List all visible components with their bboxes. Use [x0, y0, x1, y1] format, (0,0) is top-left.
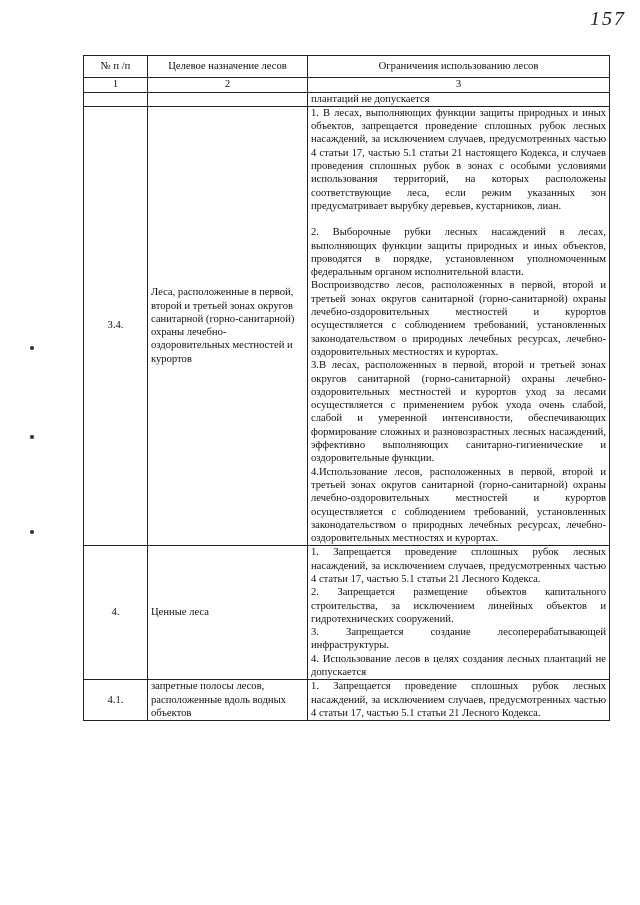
row-restrictions: [308, 106, 610, 546]
restriction-paragraph: 1. Запрещается проведение сплошных рубок лесных насаждений, за исключением случаев, предусмотренных частью 4 статьи 17, частью 5.1 статьи 21 Лесного Кодекса.: [311, 547, 606, 585]
paragraph-gap: [311, 213, 606, 226]
continuation-text: плантаций не допускается: [308, 92, 610, 106]
table-row-continuation: [84, 92, 610, 106]
column-number-row: [84, 78, 610, 92]
column-number: 1: [84, 78, 148, 92]
row-purpose: запретные полосы лесов, расположенные вдоль водных объектов: [148, 680, 308, 721]
column-number: 2: [148, 78, 308, 92]
header-purpose: Целевое назначение лесов: [148, 56, 308, 78]
restriction-paragraph: 1. В лесах, выполняющих функции защиты природных и иных объектов, запрещается проведение сплошных рубок лесных насаждений, за исключением случаев, предусмотренных частью 4 статьи 17, частью 5.1 статьи 21 настоящего Кодекса, и случаев проведения сплошных рубок в зонах с особыми условиями использования территорий, на которых расположены соответствующие леса, если режим указанных зон предусматривает вырубку деревьев, кустарников, лиан.: [311, 107, 606, 212]
table-row: [84, 546, 610, 680]
row-purpose: Ценные леса: [148, 546, 308, 680]
restriction-paragraph: 4. Использование лесов в целях создания лесных плантаций не допускается: [311, 653, 606, 679]
handwritten-page-number: 157: [590, 8, 626, 30]
row-number: 3.4.: [84, 106, 148, 546]
table-row: [84, 680, 610, 721]
margin-mark: [30, 346, 34, 350]
restriction-paragraph: 2. Выборочные рубки лесных насаждений в лесах, выполняющих функции защиты природных и иных объектов, проводятся в порядке, установленном уполномоченным федеральным органом исполнительной власти.: [311, 227, 606, 279]
row-number: 4.1.: [84, 680, 148, 721]
table-row: [84, 106, 610, 546]
margin-mark: [30, 530, 34, 534]
row-restrictions: [308, 546, 610, 680]
restriction-paragraph: 1. Запрещается проведение сплошных рубок лесных насаждений, за исключением случаев, предусмотренных частью 4 статьи 17, частью 5.1 статьи 21 Лесного Кодекса.: [311, 681, 606, 719]
restrictions-table: [83, 55, 610, 721]
restriction-paragraph: 3. Запрещается создание лесоперерабатывающей инфраструктуры.: [311, 627, 606, 652]
row-restrictions: [308, 680, 610, 721]
restriction-paragraph: 4.Использование лесов, расположенных в первой, второй и третьей зонах округов санитарной (горно-санитарной) охраны лечебно-оздоровительных местностей и курортов осуществляется с соблюдением требований, установленных законодательством о природных лечебных ресурсах, лечебно-оздоровительных местностях и курортах.: [311, 466, 606, 545]
restriction-paragraph: 2. Запрещается размещение объектов капитального строительства, за исключением линейных объектов и гидротехнических сооружений.: [311, 587, 606, 625]
restriction-paragraph: Воспроизводство лесов, расположенных в первой, второй и третьей зонах округов санитарной (горно-санитарной) охраны лечебно-оздоровительных местностей и курортов осуществляется с соблюдением требований, установленных законодательством о природных лечебных ресурсах, лечебно-оздоровительных местностях и курортах.: [311, 280, 606, 358]
header-restrictions: Ограничения использованию лесов: [308, 56, 610, 78]
row-number: 4.: [84, 546, 148, 680]
margin-mark: [30, 435, 34, 439]
restriction-paragraph: 3.В лесах, расположенных в первой, второй и третьей зонах округов санитарной (горно-санитарной) охраны лечебно-оздоровительных местностей и курортов уход за лесами осуществляется с применением рубок ухода очень слабой, слабой и умеренной интенсивности, обеспечивающих формирование сложных и разновозрастных лесных насаждений, эффективно выполняющих санитарно-гигиенические и оздоровительные функции.: [311, 360, 606, 465]
column-number: 3: [308, 78, 610, 92]
header-number: № п /п: [84, 56, 148, 78]
row-purpose: Леса, расположенные в первой, второй и третьей зонах округов санитарной (горно-санитарной) охраны лечебно-оздоровительных местностей и курортов: [148, 106, 308, 546]
table-header-row: [84, 56, 610, 78]
